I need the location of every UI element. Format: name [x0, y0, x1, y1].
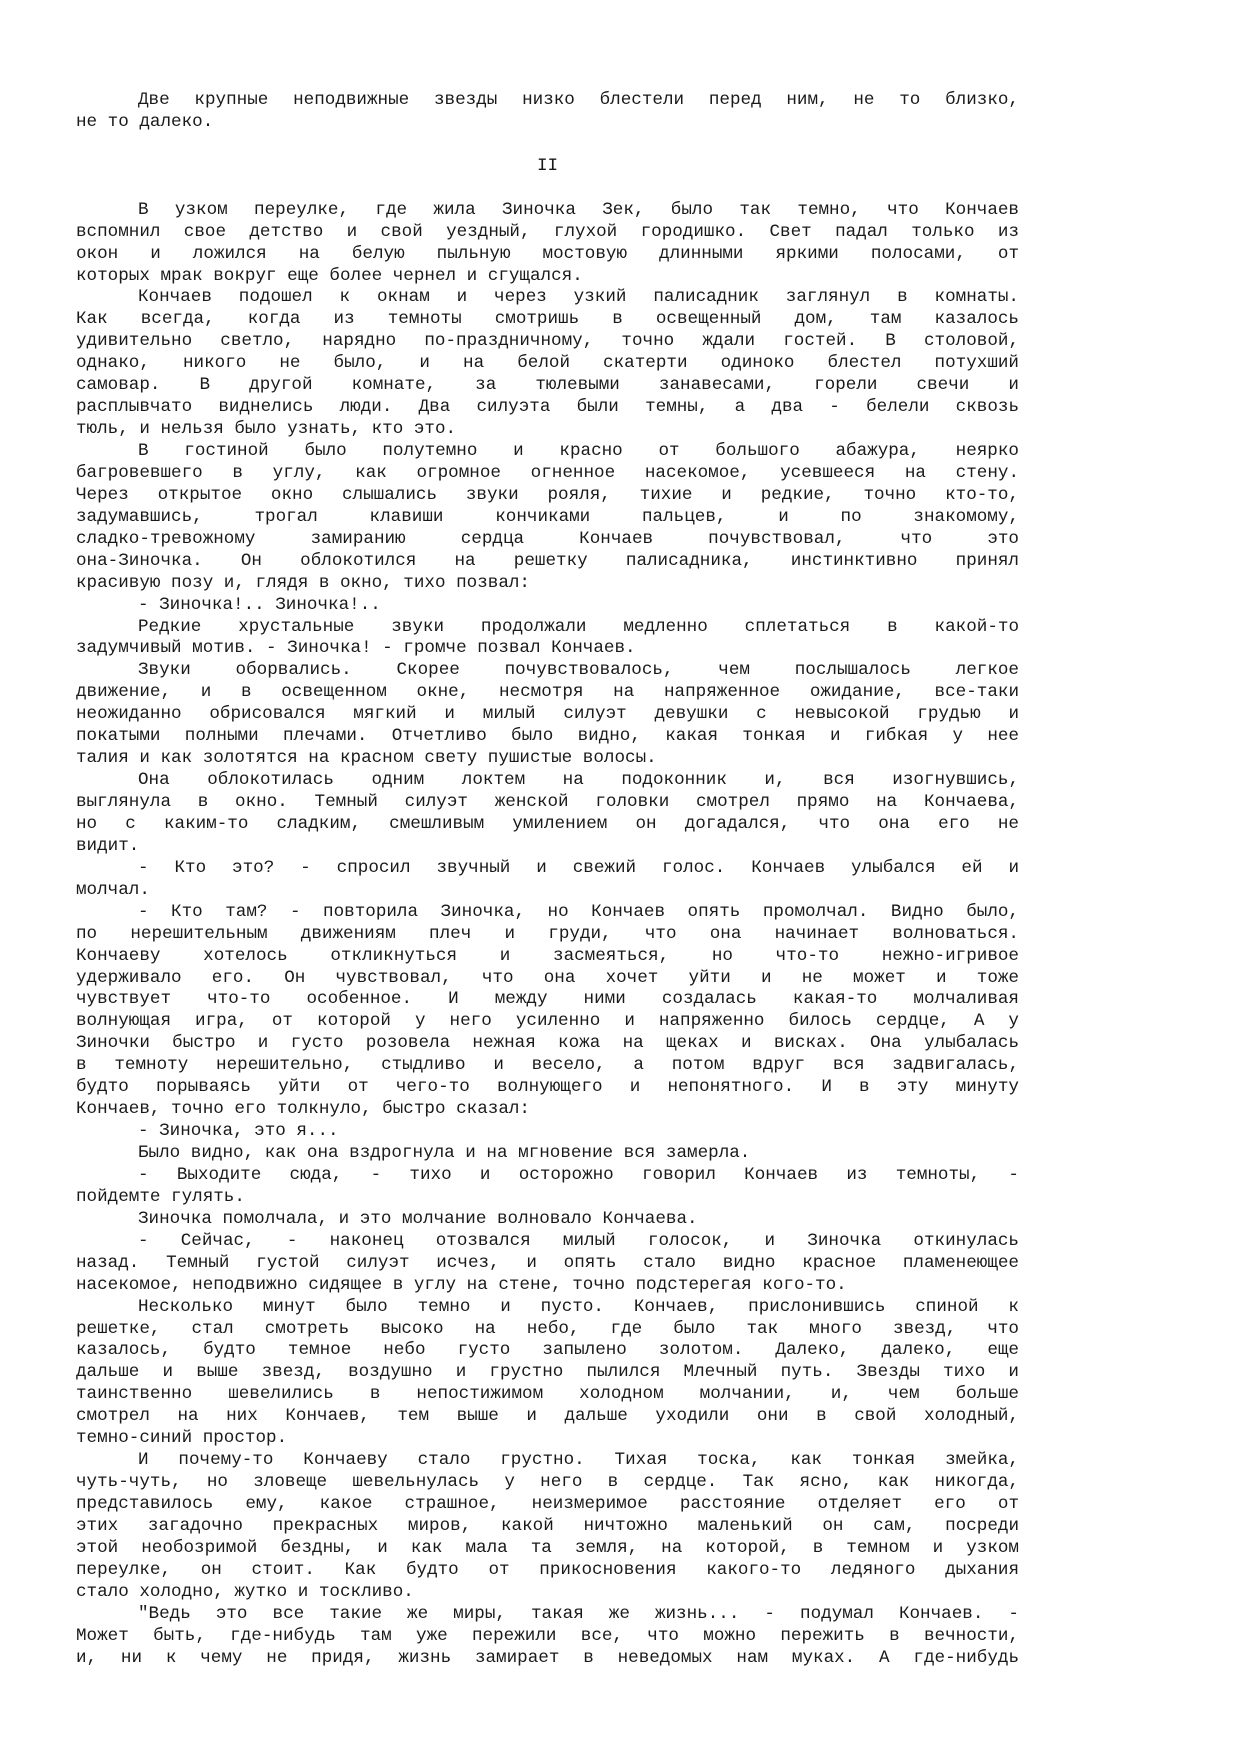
- text-line: представилось ему, какое страшное, неизмеримое расстояние отделяет его от: [76, 1494, 1019, 1514]
- text-line: - Кто это? - спросил звучный и свежий голос. Кончаев улыбался ей и: [138, 857, 1019, 878]
- text-line: переулке, он стоит. Как будто от прикосновения какого-то ледяного дыхания: [76, 1559, 1019, 1580]
- text-line: назад. Темный густой силуэт исчез, и опять стало видно красное пламенеющее: [76, 1252, 1019, 1273]
- text-line: Было видно, как она вздрогнула и на мгновение вся замерла.: [138, 1143, 751, 1163]
- text-line: этих загадочно прекрасных миров, какой ничтожно маленький он сам, посреди: [76, 1515, 1019, 1536]
- text-line: чувствует что-то особенное. И между ними создалась какая-то молчаливая: [76, 989, 1019, 1010]
- text-line: "Ведь это все такие же миры, такая же жизнь... - подумал Кончаев. -: [138, 1603, 1019, 1624]
- text-line: дальше и выше звезд, воздушно и грустно пылился Млечный путь. Звезды тихо и: [76, 1362, 1019, 1383]
- text-line: Несколько минут было темно и пусто. Кончаев, прислонившись спиной к: [138, 1296, 1019, 1317]
- text-line: видит.: [76, 835, 140, 856]
- text-line: Как всегда, когда из темноты смотришь в освещенный дом, там казалось: [76, 309, 1019, 330]
- text-line: В гостиной было полутемно и красно от большого абажура, неярко: [138, 441, 1019, 461]
- text-line: смотрел на них Кончаев, тем выше и дальше уходили они в свой холодный,: [76, 1406, 1019, 1427]
- text-line: удивительно светло, нарядно по-праздничному, точно ждали гостей. В столовой,: [76, 331, 1019, 352]
- text-line: талия и как золотятся на красном свету пушистые волосы.: [76, 748, 657, 769]
- text-line: она-Зиночка. Он облокотился на решетку палисадника, инстинктивно принял: [76, 550, 1019, 571]
- chapter-heading: II: [536, 155, 559, 176]
- text-line: движение, и в освещенном окне, несмотря на напряженное ожидание, все-таки: [76, 682, 1019, 703]
- text-line: покатыми полными плечами. Отчетливо было видно, какая тонкая и гибкая у нее: [76, 726, 1019, 747]
- text-line: - Кто там? - повторила Зиночка, но Кончаев опять промолчал. Видно было,: [138, 901, 1019, 922]
- text-line: волнующая игра, от которой у него усиленно и напряженно билось сердце, А у: [76, 1011, 1019, 1032]
- text-line: окон и ложился на белую пыльную мостовую длинными яркими полосами, от: [76, 243, 1019, 264]
- text-line: задумавшись, трогал клавиши кончиками пальцев, и по знакомому,: [76, 506, 1019, 527]
- text-line: Редкие хрустальные звуки продолжали медленно сплетаться в какой-то: [138, 616, 1019, 637]
- text-line: Может быть, где-нибудь там уже пережили все, что можно пережить в вечности,: [76, 1625, 1019, 1646]
- blank-line: [76, 134, 1019, 156]
- text-line: которых мрак вокруг еще более чернел и сгущался.: [76, 265, 583, 286]
- text-line: вспомнил свое детство и свой уездный, глухой городишко. Свет падал только из: [76, 221, 1019, 242]
- text-line: - Зиночка!.. Зиночка!..: [138, 594, 381, 615]
- text-line: Звуки оборвались. Скорее почувствовалось, чем послышалось легкое: [138, 660, 1019, 681]
- text-line: Кончаеву хотелось откликнуться и засмеяться, но что-то нежно-игривое: [76, 945, 1019, 966]
- text-line: по нерешительным движениям плеч и груди, что она начинает волноваться.: [76, 923, 1019, 944]
- text-line: будто порываясь уйти от чего-то волнующего и непонятного. И в эту минуту: [76, 1077, 1019, 1098]
- text-line: не то далеко.: [76, 111, 214, 132]
- text-line: насекомое, неподвижно сидящее в углу на стене, точно подстерегая кого-то.: [76, 1274, 847, 1295]
- blank-line: [76, 178, 1019, 200]
- text-line: Зиночка помолчала, и это молчание волновало Кончаева.: [138, 1208, 698, 1229]
- text-line: расплывчато виднелись люди. Два силуэта были темны, а два - белели сквозь: [76, 397, 1019, 418]
- text-line: решетке, стал смотреть высоко на небо, где было так много звезд, что: [76, 1318, 1019, 1339]
- text-line: В узком переулке, где жила Зиночка Зек, было так темно, что Кончаев: [138, 199, 1019, 220]
- text-line: выглянула в окно. Темный силуэт женской головки смотрел прямо на Кончаева,: [76, 792, 1019, 812]
- text-line: удерживало его. Он чувствовал, что она хочет уйти и не может и тоже: [76, 967, 1019, 988]
- text-line: чуть-чуть, но зловеще шевельнулась у него в сердце. Так ясно, как никогда,: [76, 1472, 1019, 1493]
- text-line: самовар. В другой комнате, за тюлевыми занавесами, горели свечи и: [76, 375, 1019, 396]
- text-line: - Выходите сюда, - тихо и осторожно говорил Кончаев из темноты, -: [138, 1164, 1019, 1185]
- text-line: и, ни к чему не придя, жизнь замирает в неведомых нам муках. А где-нибудь: [76, 1647, 1019, 1668]
- text-line: но с каким-то сладким, смешливым умилением он догадался, что она его не: [76, 813, 1019, 834]
- text-line: стало холодно, жутко и тоскливо.: [76, 1581, 414, 1602]
- text-line: неожиданно обрисовался мягкий и милый силуэт девушки с невысокой грудью и: [76, 704, 1019, 725]
- text-line: И почему-то Кончаеву стало грустно. Тихая тоска, как тонкая змейка,: [138, 1450, 1019, 1471]
- text-line: - Зиночка, это я...: [138, 1121, 339, 1142]
- text-line: Зиночки быстро и густо розовела нежная кожа на щеках и висках. Она улыбалась: [76, 1033, 1019, 1054]
- text-line: таинственно шевелились в непостижимом холодном молчании, и, чем больше: [76, 1384, 1019, 1405]
- text-line: багровевшего в углу, как огромное огненное насекомое, усевшееся на стену.: [76, 462, 1019, 483]
- text-line: - Сейчас, - наконец отозвался милый голосок, и Зиночка откинулась: [138, 1230, 1019, 1251]
- text-line: однако, никого не было, и на белой скатерти одиноко блестел потухший: [76, 353, 1019, 374]
- text-line: Кончаев, точно его толкнуло, быстро сказал:: [76, 1099, 530, 1120]
- text-line: в темноту нерешительно, стыдливо и весело, а потом вдруг вся задвигалась,: [76, 1055, 1019, 1076]
- text-line: сладко-тревожному замиранию сердца Кончаев почувствовал, что это: [76, 528, 1019, 549]
- text-line: Кончаев подошел к окнам и через узкий палисадник заглянул в комнаты.: [138, 287, 1019, 308]
- text-line: задумчивый мотив. - Зиночка! - громче позвал Кончаев.: [76, 638, 636, 659]
- story-text: [76, 90, 1019, 1670]
- text-line: этой необозримой бездны, и как мала та земля, на которой, в темном и узком: [76, 1537, 1019, 1558]
- text-line: пойдемте гулять.: [76, 1186, 245, 1207]
- text-line: красивую позу и, глядя в окно, тихо позвал:: [76, 572, 530, 593]
- text-line: казалось, будто темное небо густо запылено золотом. Далеко, далеко, еще: [76, 1340, 1019, 1361]
- text-line: Через открытое окно слышались звуки рояля, тихие и редкие, точно кто-то,: [76, 484, 1019, 505]
- text-line: Она облокотилась одним локтем на подоконник и, вся изогнувшись,: [138, 770, 1019, 791]
- text-line: тюль, и нельзя было узнать, кто это.: [76, 419, 457, 440]
- text-line: Две крупные неподвижные звезды низко блестели перед ним, не то близко,: [138, 90, 1019, 110]
- text-line: молчал.: [76, 879, 150, 900]
- text-line: темно-синий простор.: [76, 1428, 288, 1449]
